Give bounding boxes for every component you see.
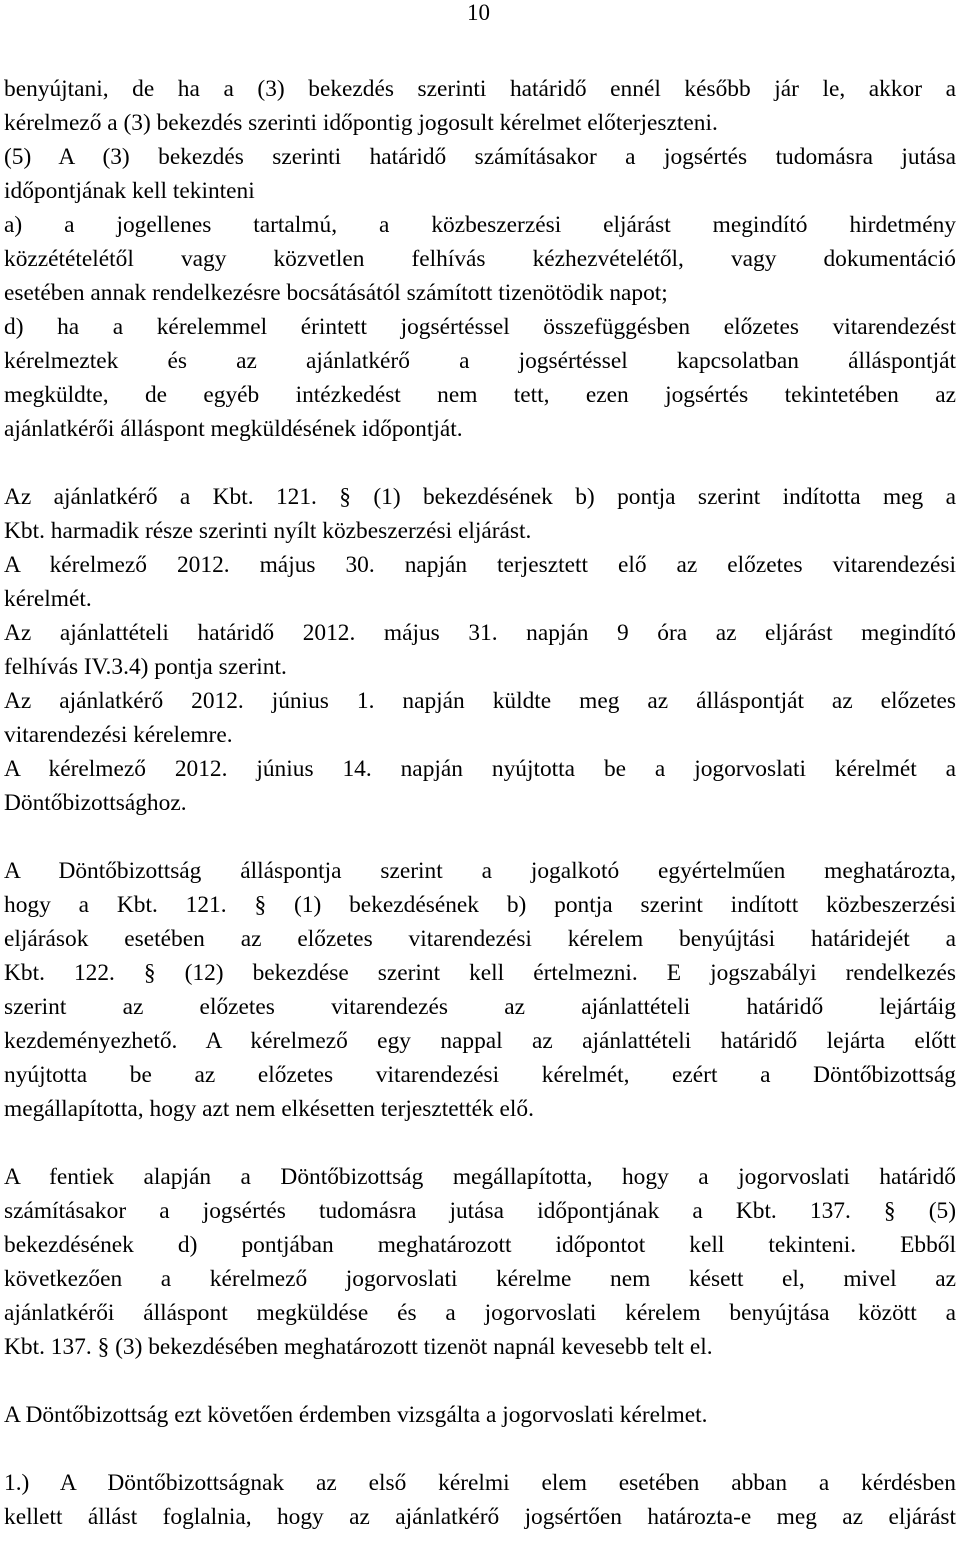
text-line: Az ajánlatkérő 2012. június 1. napján küldte meg az álláspontját az előzetes <box>4 688 956 714</box>
text-line: Kbt. 137. § (3) bekezdésében meghatározott tizenöt napnál kevesebb telt el. <box>4 1334 713 1360</box>
text-line: Kbt. 122. § (12) bekezdése szerint kell értelmezni. E jogszabályi rendelkezés <box>4 960 956 986</box>
text-line: bekezdésének d) pontjában meghatározott időpontot kell tekinteni. Ebből <box>4 1232 956 1258</box>
text-line: A fentiek alapján a Döntőbizottság megállapította, hogy a jogorvoslati határidő <box>4 1164 956 1190</box>
text-line: A Döntőbizottság ezt követően érdemben vizsgálta a jogorvoslati kérelmet. <box>4 1402 708 1428</box>
text-line: Döntőbizottsághoz. <box>4 790 187 816</box>
text-line: ajánlatkérői álláspont megküldése és a jogorvoslati kérelem benyújtása között a <box>4 1300 956 1326</box>
text-line: időpontjának kell tekinteni <box>4 178 255 204</box>
text-line: Az ajánlatkérő a Kbt. 121. § (1) bekezdésének b) pontja szerint indította meg a <box>4 484 956 510</box>
document-body <box>4 72 956 1568</box>
text-line: vitarendezési kérelemre. <box>4 722 233 748</box>
text-line: hogy a Kbt. 121. § (1) bekezdésének b) pontja szerint indított közbeszerzési <box>4 892 956 918</box>
text-line: megállapította, hogy azt nem elkésetten terjesztették elő. <box>4 1096 534 1122</box>
paragraph <box>4 1160 956 1364</box>
text-line: esetében annak rendelkezésre bocsátásától számított tizenötödik napot; <box>4 280 668 306</box>
text-line: eljárások esetében az előzetes vitarendezési kérelem benyújtási határidejét a <box>4 926 956 952</box>
text-line: számításakor a jogsértés tudomásra jutása időpontjának a Kbt. 137. § (5) <box>4 1198 956 1224</box>
text-line: benyújtani, de ha a (3) bekezdés szerinti határidő ennél később jár le, akkor a <box>4 76 956 102</box>
text-line: kérelmét. <box>4 586 92 612</box>
text-line: (5) A (3) bekezdés szerinti határidő számításakor a jogsértés tudomásra jutása <box>4 144 956 170</box>
text-line: 1.) A Döntőbizottságnak az első kérelmi elem esetében abban a kérdésben <box>4 1470 956 1496</box>
paragraph <box>4 854 956 1126</box>
text-line: A kérelmező 2012. május 30. napján terjesztett elő az előzetes vitarendezési <box>4 552 956 578</box>
text-line: következően a kérelmező jogorvoslati kérelme nem késett el, mivel az <box>4 1266 956 1292</box>
text-line: kérelmező a (3) bekezdés szerinti időpontig jogosult kérelmet előterjeszteni. <box>4 110 718 136</box>
paragraph <box>4 1466 956 1534</box>
text-line: kérelmeztek és az ajánlatkérő a jogsértéssel kapcsolatban álláspontját <box>4 348 956 374</box>
text-line: közzétételétől vagy közvetlen felhívás kézhezvételétől, vagy dokumentáció <box>4 246 956 272</box>
paragraph <box>4 1398 956 1432</box>
text-line: kellett állást foglalnia, hogy az ajánlatkérő jogsértően határozta-e meg az eljárást <box>4 1504 956 1530</box>
text-line: Kbt. harmadik része szerinti nyílt közbeszerzési eljárást. <box>4 518 532 544</box>
text-line: A Döntőbizottság álláspontja szerint a jogalkotó egyértelműen meghatározta, <box>4 858 956 884</box>
text-line: felhívás IV.3.4) pontja szerint. <box>4 654 287 680</box>
text-line: kezdeményezhető. A kérelmező egy nappal az ajánlattételi határidő lejárta előtt <box>4 1028 956 1054</box>
paragraph <box>4 72 956 446</box>
paragraph <box>4 480 956 820</box>
text-line: nyújtotta be az előzetes vitarendezési kérelmét, ezért a Döntőbizottság <box>4 1062 956 1088</box>
text-line: Az ajánlattételi határidő 2012. május 31. napján 9 óra az eljárást megindító <box>4 620 956 646</box>
text-line: d) ha a kérelemmel érintett jogsértéssel összefüggésben előzetes vitarendezést <box>4 314 956 340</box>
text-line: A kérelmező 2012. június 14. napján nyújtotta be a jogorvoslati kérelmét a <box>4 756 956 782</box>
page-number: 10 <box>467 0 490 25</box>
text-line: a) a jogellenes tartalmú, a közbeszerzési eljárást megindító hirdetmény <box>4 212 956 238</box>
text-line: ajánlatkérői álláspont megküldésének időpontját. <box>4 416 463 442</box>
text-line: szerint az előzetes vitarendezés az ajánlattételi határidő lejártáig <box>4 994 956 1020</box>
text-line: megküldte, de egyéb intézkedést nem tett, ezen jogsértés tekintetében az <box>4 382 956 408</box>
